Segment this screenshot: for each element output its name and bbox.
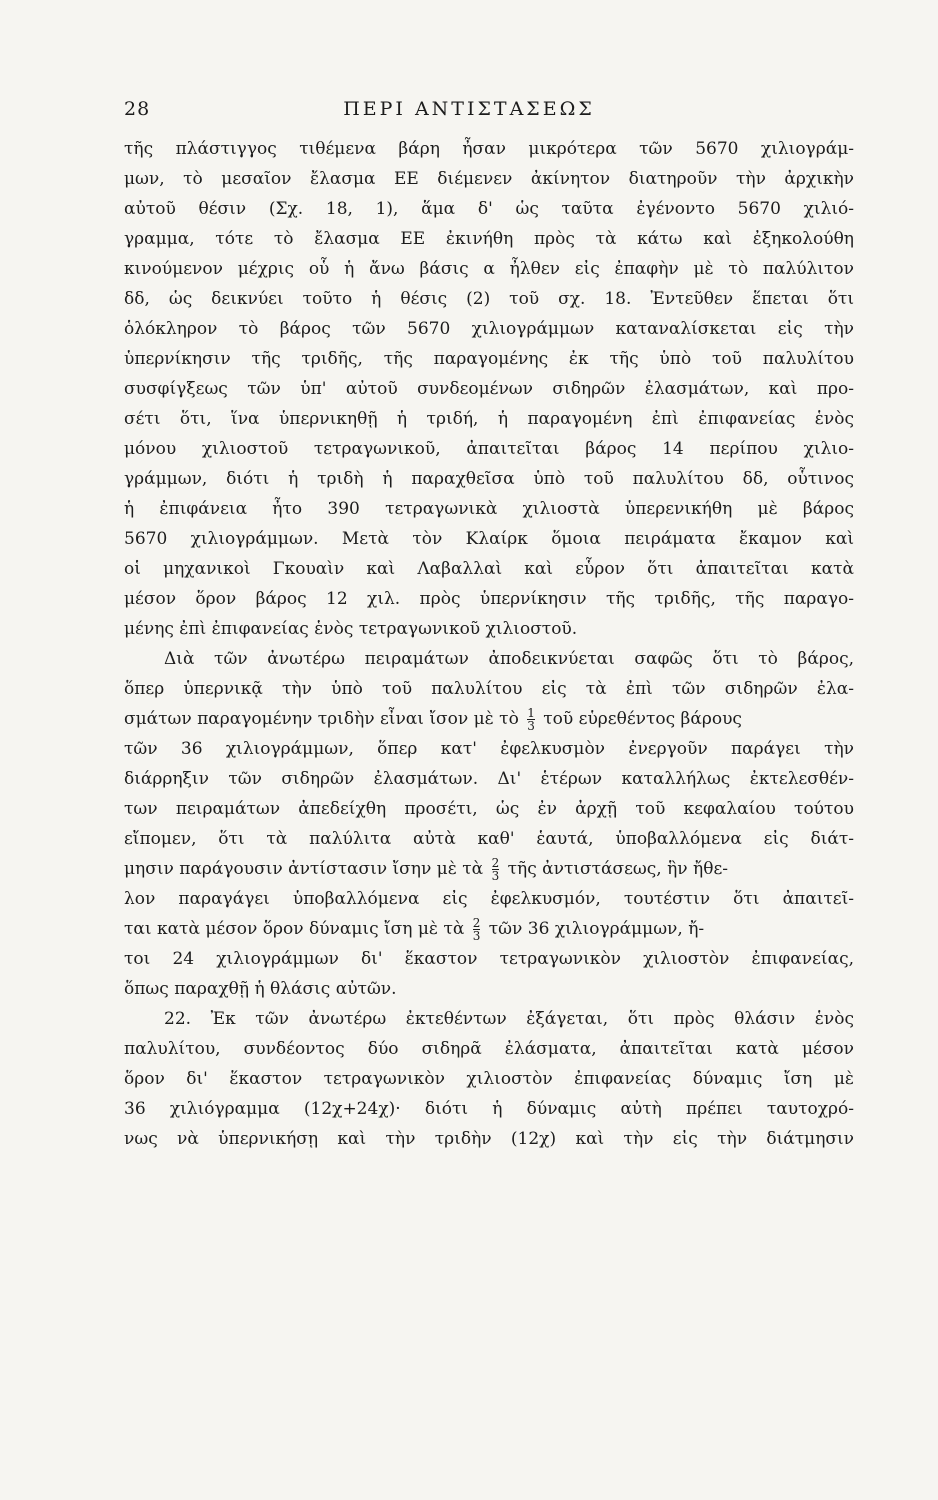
page-number: 28: [124, 98, 151, 120]
text-line-with-fraction: [124, 854, 854, 884]
fraction-one-third: [527, 707, 535, 732]
text-line: κινούμενον μέχρις οὗ ἡ ἄνω βάσις α ἦλθεν εἰς ἐπαφὴν μὲ τὸ παλύλιτον: [124, 259, 854, 279]
page-header: [0, 98, 938, 128]
text-line: μέσον ὅρον βάρος 12 χιλ. πρὸς ὑπερνίκησιν τῆς τριδῆς, τῆς παραγο-: [124, 589, 854, 609]
text-line: ὅπως παραχθῇ ἡ θλάσις αὐτῶν.: [124, 979, 397, 999]
text-line: γράμμων, διότι ἡ τριδὴ ἡ παραχθεῖσα ὑπὸ τοῦ παλυλίτου δδ, οὗτινος: [124, 469, 854, 489]
text-line-with-fraction: [124, 914, 854, 944]
fraction-two-thirds: [492, 857, 500, 882]
text-line: 5670 χιλιογράμμων. Μετὰ τὸν Κλαίρκ ὅμοια πειράματα ἔκαμον καὶ: [124, 529, 854, 549]
text-line: διάρρηξιν τῶν σιδηρῶν ἐλασμάτων. Δι' ἑτέρων καταλλήλως ἐκτελεσθέν-: [124, 769, 854, 789]
text-line: οἱ μηχανικοὶ Γκουαὶν καὶ Λαβαλλαὶ καὶ εὗρον ὅτι ἀπαιτεῖται κατὰ: [124, 559, 854, 579]
text-line: μόνου χιλιοστοῦ τετραγωνικοῦ, ἀπαιτεῖται βάρος 14 περίπου χιλιο-: [124, 439, 854, 459]
text-line: παλυλίτου, συνδέοντος δύο σιδηρᾶ ἐλάσματα, ἀπαιτεῖται κατὰ μέσον: [124, 1039, 854, 1059]
text-line: ὑπερνίκησιν τῆς τριδῆς, τῆς παραγομένης ἐκ τῆς ὑπὸ τοῦ παλυλίτου: [124, 349, 854, 369]
text-segment: σμάτων παραγομένην τριδὴν εἶναι ἴσον μὲ τὸ: [124, 709, 519, 729]
fraction-denominator: 3: [472, 929, 481, 943]
text-line: μένης ἐπὶ ἐπιφανείας ἑνὸς τετραγωνικοῦ χιλιοστοῦ.: [124, 619, 578, 639]
text-line: συσφίγξεως τῶν ὑπ' αὐτοῦ συνδεομένων σιδηρῶν ἐλασμάτων, καὶ προ-: [124, 379, 854, 399]
text-line: νως νὰ ὑπερνικήσῃ καὶ τὴν τριδὴν (12χ) καὶ τὴν εἰς τὴν διάτμησιν: [124, 1129, 854, 1149]
text-segment: τῆς ἀντιστάσεως, ἣν ἤθε-: [507, 859, 728, 879]
paragraph-start-line: Διὰ τῶν ἀνωτέρω πειραμάτων ἀποδεικνύεται σαφῶς ὅτι τὸ βάρος,: [164, 649, 854, 669]
text-line: 36 χιλιόγραμμα (12χ+24χ)· διότι ἡ δύναμις αὐτὴ πρέπει ταυτοχρό-: [124, 1099, 854, 1119]
text-line: γραμμα, τότε τὸ ἔλασμα ΕΕ ἐκινήθη πρὸς τὰ κάτω καὶ ἐξηκολούθη: [124, 229, 854, 249]
text-line: ἡ ἐπιφάνεια ἦτο 390 τετραγωνικὰ χιλιοστὰ ὑπερενικήθη μὲ βάρος: [124, 499, 854, 519]
body-text: [124, 134, 854, 1154]
fraction-denominator: 3: [527, 719, 535, 733]
text-line: ὅρον δι' ἕκαστον τετραγωνικὸν χιλιοστὸν ἐπιφανείας δύναμις ἴση μὲ: [124, 1069, 854, 1089]
text-line-with-fraction: [124, 704, 854, 734]
text-line: αὐτοῦ θέσιν (Σχ. 18, 1), ἅμα δ' ὡς ταῦτα ἐγένοντο 5670 χιλιό-: [124, 199, 854, 219]
text-line: των πειραμάτων ἀπεδείχθη προσέτι, ὡς ἐν ἀρχῇ τοῦ κεφαλαίου τούτου: [124, 799, 854, 819]
fraction-numerator: 2: [491, 856, 500, 870]
text-line: σέτι ὅτι, ἵνα ὑπερνικηθῇ ἡ τριδή, ἡ παραγομένη ἐπὶ ἐπιφανείας ἑνὸς: [124, 409, 854, 429]
text-line: τοι 24 χιλιογράμμων δι' ἕκαστον τετραγωνικὸν χιλιοστὸν ἐπιφανείας,: [124, 949, 854, 969]
text-line: ὅπερ ὑπερνικᾷ τὴν ὑπὸ τοῦ παλυλίτου εἰς τὰ ἐπὶ τῶν σιδηρῶν ἐλα-: [124, 679, 854, 699]
text-line: τῶν 36 χιλιογράμμων, ὅπερ κατ' ἐφελκυσμὸν ἐνεργοῦν παράγει τὴν: [124, 739, 854, 759]
text-line: λον παραγάγει ὑποβαλλόμενα εἰς ἐφελκυσμόν, τουτέστιν ὅτι ἀπαιτεῖ-: [124, 889, 854, 909]
paragraph-start-line: 22. Ἐκ τῶν ἀνωτέρω ἐκτεθέντων ἐξάγεται, ὅτι πρὸς θλάσιν ἑνὸς: [164, 1009, 854, 1029]
text-line: τῆς πλάστιγγος τιθέμενα βάρη ἦσαν μικρότερα τῶν 5670 χιλιογράμ-: [124, 139, 854, 159]
text-segment: τῶν 36 χιλιογράμμων, ἤ-: [488, 919, 705, 939]
text-segment: τοῦ εὑρεθέντος βάρους: [543, 709, 742, 729]
text-line: εἴπομεν, ὅτι τὰ παλύλιτα αὐτὰ καθ' ἑαυτά, ὑποβαλλόμενα εἰς διάτ-: [124, 829, 854, 849]
fraction-two-thirds: [473, 917, 481, 942]
fraction-numerator: 2: [472, 916, 481, 930]
text-line: ὁλόκληρον τὸ βάρος τῶν 5670 χιλιογράμμων καταναλίσκεται εἰς τὴν: [124, 319, 854, 339]
text-segment: μησιν παράγουσιν ἀντίστασιν ἴσην μὲ τὰ: [124, 859, 484, 879]
running-head: ΠΕΡΙ ΑΝΤΙΣΤΑΣΕΩΣ: [343, 98, 595, 120]
text-segment: ται κατὰ μέσον ὅρον δύναμις ἴση μὲ τὰ: [124, 919, 465, 939]
text-line: μων, τὸ μεσαῖον ἔλασμα ΕΕ διέμενεν ἀκίνητον διατηροῦν τὴν ἀρχικὴν: [124, 169, 854, 189]
fraction-denominator: 3: [491, 869, 500, 883]
text-line: δδ, ὡς δεικνύει τοῦτο ἡ θέσις (2) τοῦ σχ. 18. Ἐντεῦθεν ἕπεται ὅτι: [124, 289, 854, 309]
fraction-numerator: 1: [527, 706, 535, 720]
